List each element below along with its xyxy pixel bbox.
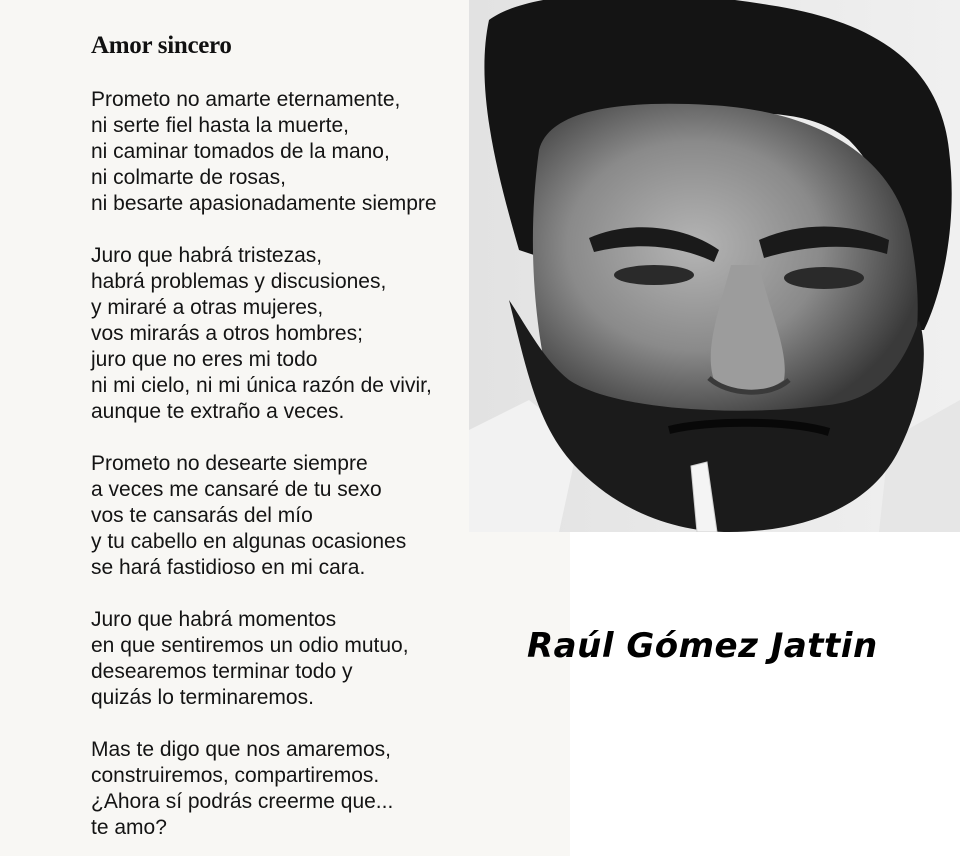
verse-line: vos mirarás a otros hombres; xyxy=(91,322,363,345)
verse-line: y miraré a otras mujeres, xyxy=(91,296,324,319)
verse-line: construiremos, compartiremos. xyxy=(91,764,380,787)
verse-line: Prometo no amarte eternamente, xyxy=(91,88,401,111)
verse-line: Juro que habrá tristezas, xyxy=(91,244,323,267)
verse-line: a veces me cansaré de tu sexo xyxy=(91,478,382,501)
stanza xyxy=(91,737,551,841)
verse-line: ni mi cielo, ni mi única razón de vivir, xyxy=(91,374,432,397)
poem-title: Amor sincero xyxy=(91,32,232,59)
verse-line: ni besarte apasionadamente siempre xyxy=(91,192,437,215)
verse-line: juro que no eres mi todo xyxy=(91,348,318,371)
author-name: Raúl Gómez Jattin xyxy=(527,626,878,666)
verse-line: quizás lo terminaremos. xyxy=(91,686,314,709)
verse-line: y tu cabello en algunas ocasiones xyxy=(91,530,407,553)
verse-line: desearemos terminar todo y xyxy=(91,660,353,683)
verse-line: te amo? xyxy=(91,816,167,839)
portrait-photo xyxy=(469,0,960,532)
verse-line: ni serte fiel hasta la muerte, xyxy=(91,114,349,137)
verse-line: ¿Ahora sí podrás creerme que... xyxy=(91,790,394,813)
verse-line: habrá problemas y discusiones, xyxy=(91,270,387,293)
verse-line: vos te cansarás del mío xyxy=(91,504,313,527)
verse-line: Prometo no desearte siempre xyxy=(91,452,368,475)
verse-line: Juro que habrá momentos xyxy=(91,608,337,631)
verse-line: se hará fastidioso en mi cara. xyxy=(91,556,366,579)
verse-line: aunque te extraño a veces. xyxy=(91,400,345,423)
verse-line: en que sentiremos un odio mutuo, xyxy=(91,634,409,657)
verse-line: ni caminar tomados de la mano, xyxy=(91,140,390,163)
stanza xyxy=(91,607,551,711)
verse-line: Mas te digo que nos amaremos, xyxy=(91,738,391,761)
verse-line: ni colmarte de rosas, xyxy=(91,166,286,189)
